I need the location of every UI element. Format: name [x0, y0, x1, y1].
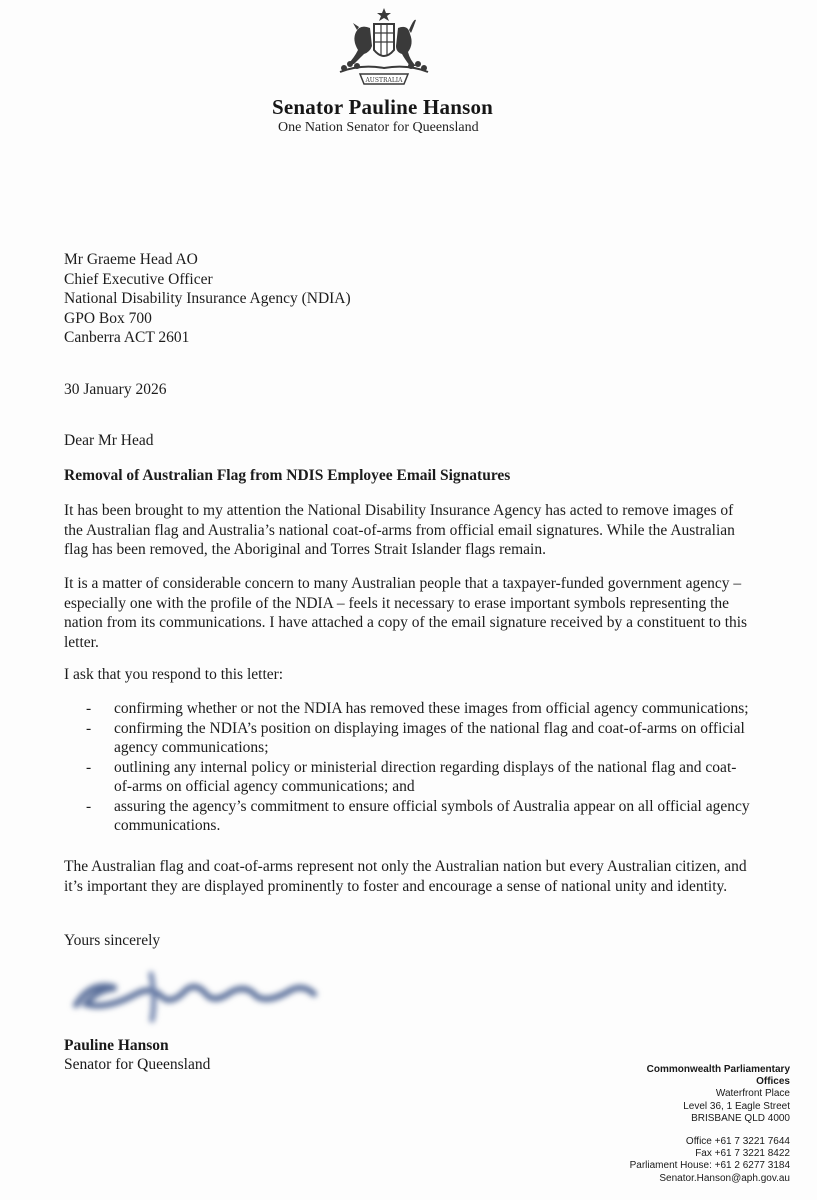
letter-date: 30 January 2026: [64, 381, 167, 398]
sender-title: One Nation Senator for Queensland: [278, 120, 479, 135]
paragraph-3: The Australian flag and coat-of-arms represent not only the Australian nation but every Australian citizen, and it’s important they are displayed prominently to foster and encourage a sense of national unity and identity.: [64, 858, 747, 895]
request-intro: I ask that you respond to this letter:: [64, 666, 284, 683]
request-list: [64, 699, 754, 836]
bullet-marker: -: [86, 719, 92, 737]
list-item-text: assuring the agency’s commitment to ensure official symbols of Australia appear on all official agency communications.: [114, 797, 750, 834]
office-address-line: Waterfront Place: [715, 1088, 790, 1100]
recipient-line: National Disability Insurance Agency (NDIA): [64, 290, 351, 307]
office-phone: Office +61 7 3221 7644: [685, 1136, 790, 1148]
crest-motto: AUSTRALIA: [365, 77, 403, 84]
recipient-line: GPO Box 700: [64, 309, 152, 327]
parliament-house-phone: Parliament House: +61 2 6277 3184: [629, 1160, 790, 1172]
recipient-line: Canberra ACT 2601: [64, 329, 190, 346]
subject-line: Removal of Australian Flag from NDIS Employee Email Signatures: [64, 467, 511, 484]
list-item: [64, 719, 754, 758]
list-item-text: confirming the NDIA’s position on displaying images of the national flag and coat-of-arms on official agency communications;: [114, 719, 745, 756]
office-heading: Offices: [756, 1076, 790, 1088]
recipient-address: [64, 250, 754, 348]
paragraph-2: It is a matter of considerable concern to many Australian people that a taxpayer-funded government agency – especially one with the profile of the NDIA – feels it necessary to erase important symbols representing the nation from its communications. I have attached a copy of the email signature received by a constituent to this letter.: [64, 575, 748, 651]
list-item: [64, 699, 754, 719]
office-email: Senator.Hanson@aph.gov.au: [659, 1172, 790, 1184]
sender-name: Senator Pauline Hanson: [272, 95, 494, 119]
list-item-text: outlining any internal policy or ministerial direction regarding displays of the national flag and coat-of-arms on official agency communications; and: [114, 758, 737, 795]
list-item: [64, 797, 754, 836]
signer-name: Pauline Hanson: [64, 1037, 169, 1054]
signature-icon: [56, 960, 326, 1035]
list-item: [64, 758, 754, 797]
office-contact-block: [530, 1064, 790, 1185]
salutation: Dear Mr Head: [64, 432, 154, 449]
paragraph-1: It has been brought to my attention the National Disability Insurance Agency has acted to remove images of the Australian flag and Australia’s national coat-of-arms from official email signatures. While the Australian flag has been removed, the Aboriginal and Torres Strait Islander flags remain.: [64, 502, 735, 558]
signer-title: Senator for Queensland: [64, 1056, 211, 1073]
closing: Yours sincerely: [64, 932, 161, 949]
list-item-text: confirming whether or not the NDIA has removed these images from official agency communications;: [114, 700, 749, 717]
coat-of-arms-icon: [330, 6, 438, 88]
bullet-marker: -: [86, 797, 92, 815]
office-address-line: Level 36, 1 Eagle Street: [683, 1100, 790, 1112]
recipient-line: Chief Executive Officer: [64, 270, 213, 288]
bullet-marker: -: [86, 700, 92, 717]
office-heading: Commonwealth Parliamentary: [646, 1064, 790, 1075]
office-address-line: BRISBANE QLD 4000: [691, 1112, 790, 1124]
office-fax: Fax +61 7 3221 8422: [695, 1148, 790, 1160]
recipient-line: Mr Graeme Head AO: [64, 251, 198, 268]
bullet-marker: -: [86, 758, 92, 776]
